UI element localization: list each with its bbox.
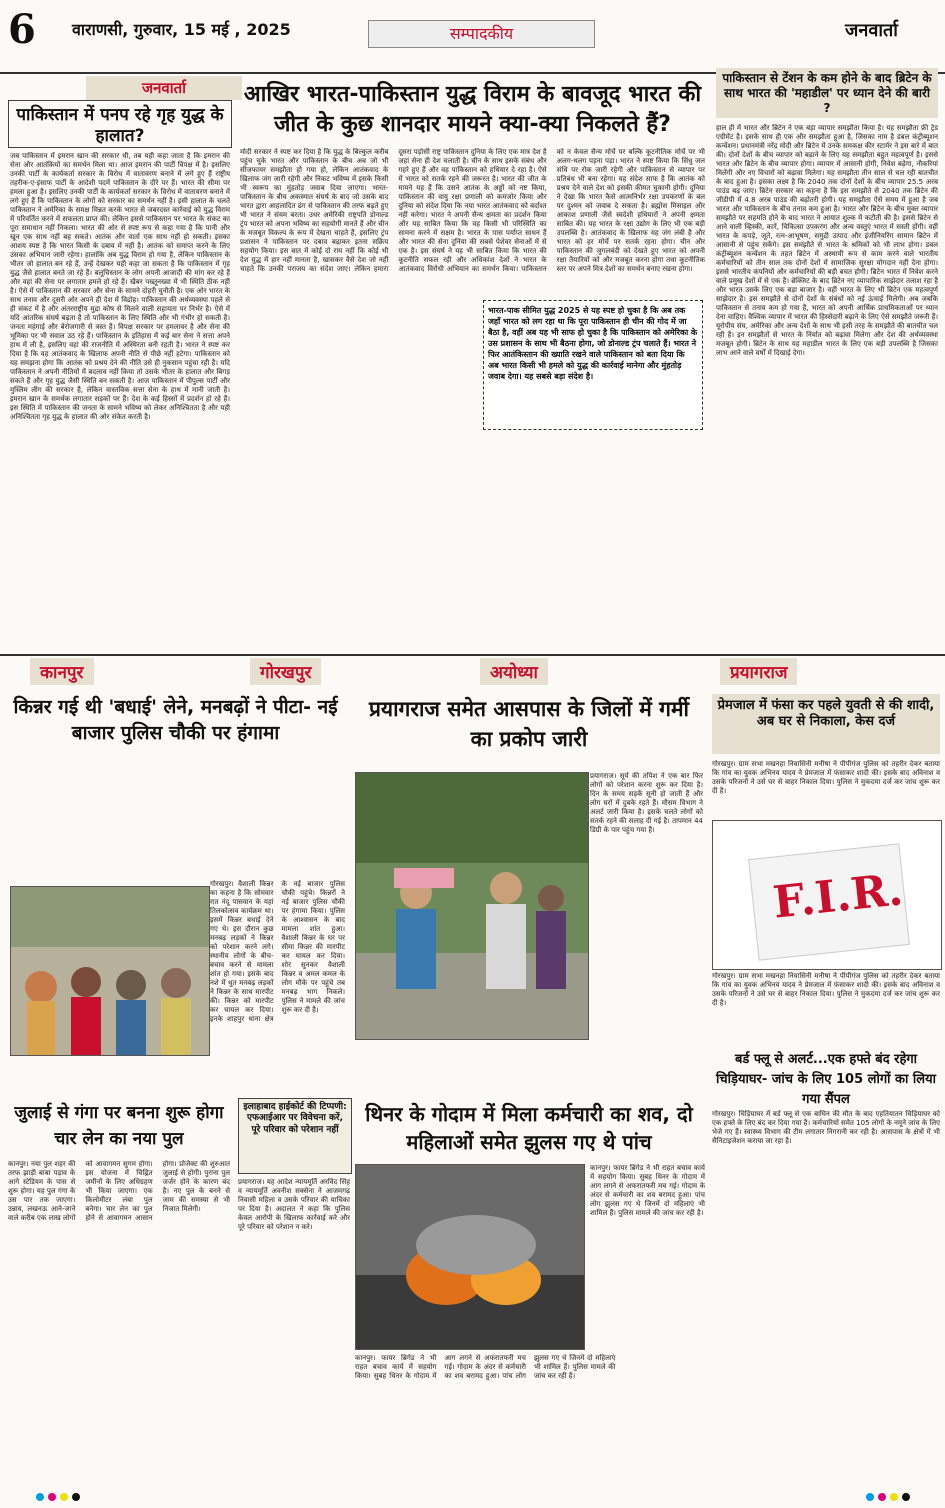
left-article-body: जब पाकिस्तान में इमरान खान की सरकार थी, तब यही कहा जाता है कि इमरान की सेना और आतंकियों का समर्थन मिला था। आज इमरान की पार्टी विपक्ष में है। इसलिए उनकी पार्टी के कार्यकर्ता सरकार के विरोध में वातावरण बनाने में लगे हुए हैं राष्ट्रीय तहरीक-ए-इंसाफ पार्टी के आदेशी पदमें पाकिस्तान के दौरे पर हैं। भारत की सीमा पर हमला हुआ है। इसलिए उनकी पार्टी के कार्यकर्ता सरकार के विरोध में वातावरण बनाने में लगे हुए हैं कि पाकिस्तान के लोगों को सरकार का समर्थन नहीं है। इसी हालात के चलते पाकिस्तान ने अमेरिका के समक्ष मिन्नत करके भारत से जबरदस्त कार्रवाई को युद्ध विराम में परिवर्तित करने में सफलता प्राप्त की। लेकिन इससे पाकिस्तान पर भारत के संकट का पूरा समाधान नहीं निकला। भारत की ओर से स्पष्ट रूप से कहा गया है कि पानी और खून एक साथ नहीं बह सकते। आतंक और वार्ता एक साथ नहीं हो सकती। इसका आशय स्पष्ट है कि भारत किसी के दबाव में नहीं है। आतंक को समाप्त करने के लिए उसका अभियान जारी रहेगा। हालांकि अब युद्ध विराम हो गया है, लेकिन पाकिस्तान के भीतर जो हालात बन रहे हैं, उन्हें देखकर यही कहा जा सकता है कि पाकिस्तान में गृह युद्ध जैसे हालात बनते जा रहे हैं। बलूचिस्तान के लोग अपनी आजादी की मांग कर रहे हैं और वहां की सेना पर लगातार हमले हो रहे हैं। खैबर पख्तूनख्वा में भी स्थिति ठीक नहीं है। ऐसे में पाकिस्तान की सरकार और सेना के सामने दोहरी चुनौती है। एक ओर भारत के साथ तनाव और दूसरी ओर अपने ही देश में विद्रोह। पाकिस्तान की अर्थव्यवस्था पहले से ही संकट में है और अंतरराष्ट्रीय मुद्रा कोष से मिलने वाली सहायता पर निर्भर है। ऐसे में यदि आंतरिक संघर्ष बढ़ता है तो पाकिस्तान के लिए स्थिति और भी गंभीर हो सकती है। जनता महंगाई और बेरोजगारी से त्रस्त है। विपक्ष सरकार पर हमलावर है और सेना की भूमिका पर भी सवाल उठ रहे हैं। पाकिस्तान के इतिहास में कई बार सेना ने सत्ता अपने हाथ में ली है, इसलिए वहां की राजनीति में अस्थिरता बनी रहती है। भारत ने स्पष्ट कर दिया है कि वह आतंकवाद के खिलाफ अपनी नीति से पीछे नहीं हटेगा। पाकिस्तान को यह समझना होगा कि आतंक को प्रश्रय देने की नीति उसे ही नुकसान पहुंचा रही है। यदि पाकिस्तान ने अपनी नीतियों में बदलाव नहीं किया तो उसके भीतर के हालात और बिगड़ सकते हैं और गृह युद्ध जैसी स्थिति बन सकती है। आज पाकिस्तान में पीपुल्स पार्टी और मुस्लिम लीग की सरकार है, लेकिन वास्तविक सत्ता सेना के हाथ में मानी जाती है। इमरान खान के समर्थक लगातार सड़कों पर हैं। देश के कई हिस्सों में प्रदर्शन हो रहे हैं। इस स्थिति में पाकिस्तान की जनता के सामने भविष्य को लेकर अनिश्चितता है और यही अनिश्चितता गृह युद्ध के हालात की ओर संकेत करती है।	[10, 152, 230, 421]
city-tab-ayodhya: अयोध्या	[480, 658, 548, 685]
pul-headline: जुलाई से गंगा पर बनना शुरू होगा चार लेन का नया पुल	[14, 1103, 224, 1149]
fir-body-top: गोरखपुर। ग्राम सभा मखनहा निवासिनी मनीषा ने पीपीगंज पुलिस को तहरीर देकर बताया कि गांव का युवक अभिनव यादव ने प्रेमजाल में फंसाकर शादी की। इसके बाद अविनाश व उसके परिजनों ने उसे घर से बाहर निकाल दिया। पुलिस ने मुकदमा दर्ज कर जांच शुरू कर दी है।	[712, 760, 940, 795]
flu-body: गोरखपुर। चिड़ियाघर में बर्ड फ्लू से एक बाघिन की मौत के बाद एहतियातन चिड़ियाघर को एक हफ्ते के लिए बंद कर दिया गया है। कर्मचारियों समेत 105 लोगों के नमूने जांच के लिए भेजे गए हैं। स्वास्थ्य विभाग की टीम लगातार निगरानी कर रही है। आसपास के क्षेत्रों में भी सैनिटाइजेशन कराया जा रहा है।	[712, 1110, 940, 1145]
hc-headline-box	[238, 1098, 352, 1174]
section-title: सम्पादकीय	[368, 20, 595, 48]
garmi-headline: प्रयागराज समेत आसपास के जिलों में गर्मी का प्रकोप जारी	[368, 697, 689, 751]
left-headline: पाकिस्तान में पनप रहे गृह युद्ध के हालात?	[16, 105, 224, 147]
fire-photo-graphic	[356, 1165, 584, 1349]
city-tabs-bar	[0, 654, 945, 690]
thinner-body-right: कानपुर। फायर ब्रिगेड ने भी राहत बचाव कार्य में सहयोग किया। सुबह थिनर के गोदाम में आग लगने से अफरातफरी मच गई। गोदाम के अंदर से कर्मचारी का शव बरामद हुआ। पांच लोग झुलस गए थे जिनमें दो महिलाएं भी शामिल हैं। पुलिस मामले की जांच कर रही है।	[590, 1164, 705, 1217]
fir-label: F.I.R.	[770, 864, 906, 929]
masthead	[0, 0, 945, 74]
main-headline: आखिर भारत-पाकिस्तान युद्ध विराम के बावजूद भारत की जीत के कुछ शानदार मायने क्या-क्या निकलते हैं?	[243, 82, 702, 137]
city-tab-prayagraj: प्रयागराज	[720, 658, 797, 685]
garmi-photo	[355, 772, 589, 1040]
brand-name: जनवार्ता	[845, 20, 898, 41]
left-headline-box	[8, 100, 232, 148]
city-tab-gorakhpur: गोरखपुर	[250, 658, 321, 685]
fir-headline: प्रेमजाल में फंसा कर पहले युवती से की शादी, अब घर से निकाला, केस दर्ज	[717, 698, 935, 730]
kinnar-headline: किन्नर गई थी 'बधाई' लेने, मनबढ़ों ने पीटा- नई बाजार पुलिस चौकी पर हंगामा	[13, 696, 338, 744]
dateline: वाराणसी, गुरुवार, 15 मई , 2025	[72, 20, 291, 39]
hc-body: प्रयागराज। यह आदेश न्यायमूर्ति अरविंद सिंह व न्यायमूर्ति अवनीश सक्सेना ने आजमगढ़ निवासी महिला व उसके परिवार की याचिका पर दिया है। अदालत ने कहा कि पुलिस केवल आरोपी के खिलाफ कार्रवाई करे और पूरे परिवार को परेशान न करे।	[238, 1178, 350, 1231]
fire-photo	[355, 1164, 585, 1350]
pul-body: कानपुर। नया पुल शहर की तरफ झाड़ी बाबा पड़ाव के आगे स्टेडियम के पास से शुरू होगा। यह पुल गंगा के उस पार तक जाएगा। उन्नाव, लखनऊ आने-जाने वाले करीब एक लाख लोगों को आवागमन सुगम होगा। इस योजना में चिह्नित जमीनों के लिए अधिग्रहण भी किया जाएगा। एक किलोमीटर लंबा पुल बनेगा। चार लेन का पुल होने से आवागमन आसान होगा। प्रोजेक्ट की शुरुआत जुलाई से होगी। पुराना पुल जर्जर होने के कारण बंद है। नए पुल के बनने से जाम की समस्या से भी निजात मिलेगी।	[8, 1160, 230, 1222]
pull-quote: भारत-पाक सीमित युद्ध 2025 से यह स्पष्ट हो चुका है कि अब तक जहाँ भारत को लग रहा था कि पूरा पाकिस्तान ही चीन की गोद में जा बैठा है, वहीं अब यह भी साफ हो चुका है कि पाकिस्तान को अमेरिका के उस प्रशासन के साथ भी बैठना होगा, जो डोनाल्ड ट्रंप चलाते हैं। भारत ने फिर आतंकिस्तान की ख्याति रखने वाले पाकिस्तान को बता दिया कि अब भारत किसी भी हमले को युद्ध की कार्रवाई मानेगा और मुंहतोड़ जवाब देगा। यह सबसे बड़ा संदेश है।	[483, 300, 703, 430]
kinnar-body: गोरखपुर। वैशाली किन्नर का कहना है कि सोमवार रात नंदू पासवान के यहां तिलकोत्सव कार्यक्रम था। इसमें किन्नर बधाई देने गए थे। इस दौरान कुछ मनबढ़ लड़कों ने किन्नर को परेशान करने लगे। स्थानीय लोगों के बीच-बचाव करने से मामला शांत हो गया। इसके बाद नशे में धुत मनबढ़ लड़कों ने किन्नर के साथ मारपीट की। किन्नर को मारपीट कर घायल कर दिया। इनके शाहपुर थाना क्षेत्र के नई बाजार पुलिस चौकी पहुंचे। किन्नरों ने नई बाजार पुलिस चौकी पर हंगामा किया। पुलिस के आश्वासन के बाद मामला शांत हुआ। वैशाली किन्नर के घर पर सीमा किन्नर की मारपीट कर घायल कर दिया। शोर सुनकर वैशाली किन्नर व अमल कमल के लोग मौके पर पहुंचे तब मनबढ़ भाग निकले। पुलिस ने मामले की जांच शुरू कर दी है।	[210, 880, 345, 1023]
flu-headline: बर्ड फ्लू से अलर्ट...एक हफ्ते बंद रहेगा चिड़ियाघर- जांच के लिए 105 लोगों का लिया गया सैंपल	[716, 1052, 936, 1107]
thinner-headline: थिनर के गोदाम में मिला कर्मचारी का शव, दो महिलाओं समेत झुलस गए थे पांच	[365, 1102, 693, 1154]
hc-headline: इलाहाबाद हाईकोर्ट की टिप्पणी: एफआईआर पर विवेचना करें, पूरे परिवार को परेशान नहीं	[243, 1102, 347, 1135]
garmi-body: प्रयागराज। सूर्य की तपिश ने एक बार फिर लोगों को परेशान करना शुरू कर दिया है। दिन के समय सड़कें सूनी हो जाती हैं और लोग घरों में दुबके रहते हैं। मौसम विभाग ने अलर्ट जारी किया है। इसके चलते लोगों को सतर्क रहने की सलाह दी गई है। तापमान 44 डिग्री के पार पहुंच गया है।	[590, 772, 703, 834]
heat-photo-graphic	[356, 773, 588, 1039]
registration-marks-graphic	[0, 1491, 945, 1504]
crowd-photo-graphic	[11, 887, 209, 1055]
thinner-body: कानपुर। फायर ब्रिगेड ने भी राहत बचाव कार्य में सहयोग किया। सुबह थिनर के गोदाम में आग लगने से अफरातफरी मच गई। गोदाम के अंदर से कर्मचारी का शव बरामद हुआ। पांच लोग झुलस गए थे जिनमें दो महिलाएं भी शामिल हैं। पुलिस मामले की जांच कर रही है।	[355, 1354, 616, 1380]
fir-photo	[712, 820, 942, 970]
kinnar-photo	[10, 886, 210, 1056]
fir-body: गोरखपुर। ग्राम सभा मखनहा निवासिनी मनीषा ने पीपीगंज पुलिस को तहरीर देकर बताया कि गांव का युवक अभिनव यादव ने प्रेमजाल में फंसाकर शादी की। इसके बाद अविनाश व उसके परिजनों ने उसे घर से बाहर निकाल दिया। पुलिस ने मुकदमा दर्ज कर जांच शुरू कर दी है।	[712, 972, 940, 1007]
print-registration-bar	[0, 1489, 945, 1502]
city-tab-kanpur: कानपुर	[30, 658, 94, 685]
brand-tag: जनवार्ता	[86, 76, 242, 100]
right-headline: पाकिस्तान से टेंशन के कम होने के बाद ब्रिटेन के साथ भारत की 'महाडील' पर ध्यान देने की बारी ?	[722, 71, 932, 115]
fir-headline-box	[712, 694, 940, 754]
right-article-body: हाल ही में भारत और ब्रिटेन ने एक बड़ा व्यापार समझौता किया है। यह समझौता फ्री ट्रेड एग्रीमेंट है। इसके साथ ही एक और समझौता हुआ है, जिसका नाम है डबल कंट्रीब्यूशन कन्वेंशन। प्रधानमंत्री नरेंद्र मोदी और ब्रिटेन में उनके समकक्ष कीर स्टार्मर ने इस बारे में बात की। दोनों देशों के बीच व्यापार को बढ़ाने के लिए यह समझौता बहुत महत्वपूर्ण है। इससे भारत और ब्रिटेन के बीच व्यापार होगा। व्यापार में आसानी होगी, निवेश बढ़ेगा, नौकरियां मिलेंगी और नए विचारों को बढ़ावा मिलेगा। यह समझौता तीन साल से चल रही बातचीत के बाद हुआ है। इसका लक्ष्य है कि 2040 तक दोनों देशों के बीच व्यापार 25.5 अरब पाउंड बढ़ जाए। ब्रिटेन सरकार का कहना है कि इस समझौते से 2040 तक ब्रिटेन की जीडीपी में 4.8 अरब पाउंड की बढ़ोतरी होगी। यह समझौता ऐसे समय में हुआ है जब भारत और पाकिस्तान के बीच तनाव कम हुआ है। भारत और ब्रिटेन के बीच मुक्त व्यापार समझौते पर सहमति होने के बाद भारत ने आयात शुल्क में कटौती की है। इससे ब्रिटेन से आने वाली व्हिस्की, कारें, चिकित्सा उपकरण और अन्य वस्तुएं भारत में सस्ती होंगी। वहीं भारत के कपड़े, जूते, रत्न-आभूषण, समुद्री उत्पाद और इंजीनियरिंग सामान ब्रिटेन में आसानी से पहुंच सकेंगे। इस समझौते से भारत के श्रमिकों को भी लाभ होगा। डबल कंट्रीब्यूशन कन्वेंशन के तहत ब्रिटेन में अस्थायी रूप से काम करने वाले भारतीय कर्मचारियों को तीन साल तक दोनों देशों में सामाजिक सुरक्षा योगदान नहीं देना होगा। इससे भारतीय कंपनियों और कर्मचारियों की बड़ी बचत होगी। ब्रिटेन भारत में निवेश करने वाले प्रमुख देशों में से एक है। ब्रेक्जिट के बाद ब्रिटेन नए व्यापारिक साझेदार तलाश रहा है और भारत उसके लिए एक बड़ा बाजार है। वहीं भारत के लिए भी ब्रिटेन एक महत्वपूर्ण साझेदार है। इस समझौते से दोनों देशों के संबंधों को नई ऊंचाई मिलेगी। अब जबकि पाकिस्तान से तनाव कम हो गया है, भारत को अपनी आर्थिक प्राथमिकताओं पर ध्यान देना चाहिए। वैश्विक व्यापार में भारत की हिस्सेदारी बढ़ाने के लिए ऐसे समझौते जरूरी हैं। यूरोपीय संघ, अमेरिका और अन्य देशों के साथ भी इसी तरह के समझौते की बातचीत चल रही है। इन समझौतों से भारत के निर्यात को बढ़ावा मिलेगा और देश की अर्थव्यवस्था मजबूत होगी। ब्रिटेन के साथ यह महाडील भारत के लिए एक बड़ी उपलब्धि है जिसका लाभ आने वाले वर्षों में दिखाई देगा।	[716, 124, 938, 357]
right-headline-box	[716, 68, 938, 118]
main-article-body: मोदी सरकार ने स्पष्ट कर दिया है कि युद्ध के बिल्कुल करीब पहुंच चुके भारत और पाकिस्तान के बीच अब जो भी सीजफायर समझौता हो गया हो, लेकिन आतंकवाद के खिलाफ जंग जारी रहेगी और निकट भविष्य में इसके किसी भी स्वरूप का मुंहतोड़ जवाब दिया जाएगा। भारत-पाकिस्तान के बीच अकस्मात संघर्ष के बाद जो उसके बाद भारत द्वारा आहलादित ढंग से पाकिस्तान की तरफ बढ़ते हुए भी भारत ने संयम बरता। उधर अमेरिकी राष्ट्रपति डोनाल्ड ट्रंप भारत को अपना भविष्य का सहयोगी मानते हैं और चीन के मजबूत विकल्प के रूप में देखना चाहते हैं, इसलिए ट्रंप प्रशासन ने पाकिस्तान पर दबाव बढ़ाकर इतना सक्रिय सहयोग किया। इस बात में कोई दो राय नहीं कि कोई भी देश युद्ध में हार नहीं मानता है, खासकर वैसे देश जो नहीं चाहते कि उनकी पराजय का संदेश जाए। लेकिन हमारा दूसरा पड़ोसी राष्ट्र पाकिस्तान दुनिया के लिए एक मात्र देश है जहां सेना ही देश चलाती है। चीन के साथ इसके संबंध और गहरे हुए हैं और वह पाकिस्तान को हथियार दे रहा है। ऐसे में भारत को सतर्क रहने की जरूरत है। भारत की जीत के मायने यह हैं कि उसने आतंक के अड्डों को नष्ट किया, पाकिस्तान की वायु रक्षा प्रणाली को कमजोर किया और दुनिया को संदेश दिया कि नया भारत आतंकवाद को बर्दाश्त नहीं करेगा। भारत ने अपनी सैन्य क्षमता का प्रदर्शन किया और यह साबित किया कि वह किसी भी परिस्थिति का सामना करने में सक्षम है। भारत के पास पर्याप्त साधन हैं और भारत की सेना दुनिया की सबसे पेशेवर सेनाओं में से एक है। इस संघर्ष ने यह भी साबित किया कि भारत की कूटनीति सफल रही और अधिकांश देशों ने भारत के आतंकवाद विरोधी अभियान का समर्थन किया। पाकिस्तान को न केवल सैन्य मोर्चे पर बल्कि कूटनीतिक मोर्चे पर भी अलग-थलग पड़ना पड़ा। भारत ने स्पष्ट किया कि सिंधु जल संधि पर रोक जारी रहेगी और पाकिस्तान से व्यापार पर प्रतिबंध भी बना रहेगा। यह संदेश साफ है कि आतंक को प्रश्रय देने वाले देश को इसकी कीमत चुकानी होगी। दुनिया ने देखा कि भारत कैसे आत्मनिर्भर रक्षा उपकरणों के बल पर दुश्मन को जवाब दे सकता है। ब्रह्मोस मिसाइल और आकाश प्रणाली जैसे स्वदेशी हथियारों ने अपनी क्षमता साबित की। यह भारत के रक्षा उद्योग के लिए भी एक बड़ी उपलब्धि है। आतंकवाद के खिलाफ यह जंग लंबी है और भारत को हर मोर्चे पर सतर्क रहना होगा। चीन और पाकिस्तान की जुगलबंदी को देखते हुए भारत को अपनी रक्षा तैयारियों को और मजबूत करना होगा तथा कूटनीतिक स्तर पर अपने मित्र देशों का समर्थन बनाए रखना होगा।	[240, 148, 705, 273]
page-number: 6	[8, 6, 36, 53]
